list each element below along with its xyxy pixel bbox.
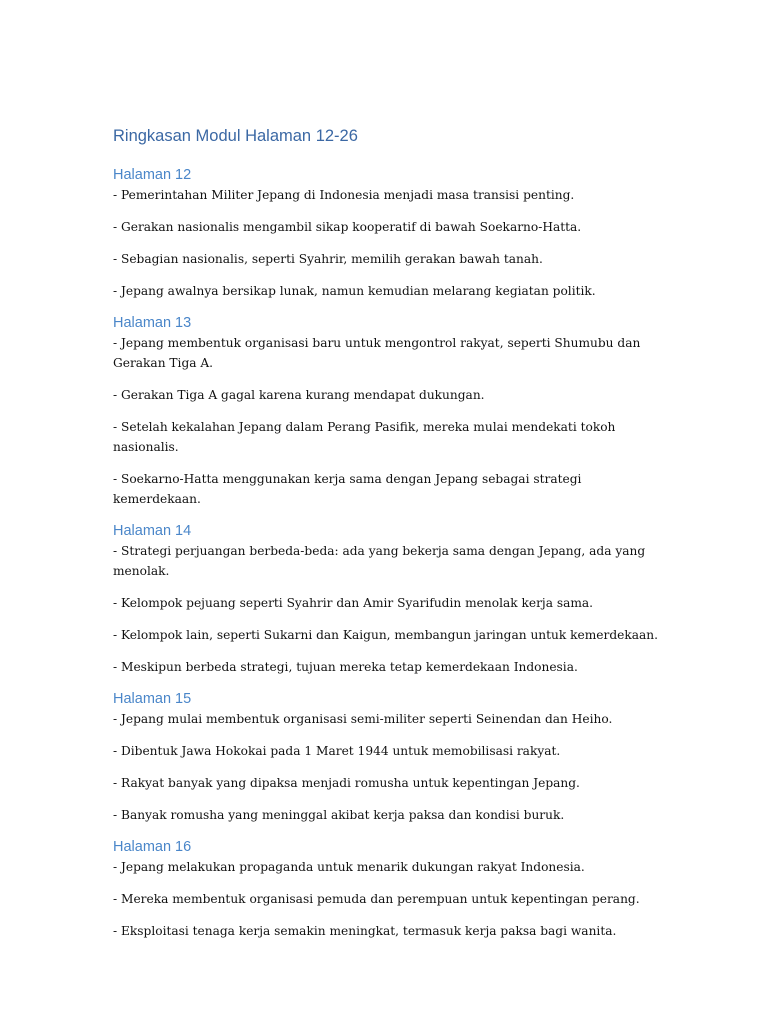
paragraph: - Meskipun berbeda strategi, tujuan mereka tetap kemerdekaan Indonesia. [113,660,578,674]
section-halaman-13 [113,313,673,509]
section-halaman-15 [113,689,673,825]
section-heading: Halaman 13 [113,315,192,331]
paragraph: - Soekarno-Hatta menggunakan kerja sama dengan Jepang sebagai strategi kemerdekaan. [113,472,582,506]
paragraph: - Kelompok lain, seperti Sukarni dan Kaigun, membangun jaringan untuk kemerdekaan. [113,628,658,642]
section-heading: Halaman 16 [113,839,192,855]
paragraph: - Pemerintahan Militer Jepang di Indonesia menjadi masa transisi penting. [113,188,575,202]
paragraph: - Gerakan Tiga A gagal karena kurang mendapat dukungan. [113,388,485,402]
paragraph: - Setelah kekalahan Jepang dalam Perang Pasifik, mereka mulai mendekati tokoh nasionalis. [113,420,616,454]
paragraph: - Jepang melakukan propaganda untuk menarik dukungan rakyat Indonesia. [113,860,585,874]
paragraph: - Mereka membentuk organisasi pemuda dan perempuan untuk kepentingan perang. [113,892,640,906]
document-title: Ringkasan Modul Halaman 12-26 [113,127,358,145]
section-halaman-16 [113,837,673,941]
paragraph: - Jepang membentuk organisasi baru untuk mengontrol rakyat, seperti Shumubu dan Gerakan Tiga A. [113,336,641,370]
section-halaman-14 [113,521,673,677]
paragraph: - Eksploitasi tenaga kerja semakin meningkat, termasuk kerja paksa bagi wanita. [113,924,617,938]
paragraph: - Jepang awalnya bersikap lunak, namun kemudian melarang kegiatan politik. [113,284,596,298]
paragraph: - Rakyat banyak yang dipaksa menjadi romusha untuk kepentingan Jepang. [113,776,580,790]
paragraph: - Gerakan nasionalis mengambil sikap kooperatif di bawah Soekarno-Hatta. [113,220,582,234]
section-halaman-12 [113,165,673,301]
paragraph: - Kelompok pejuang seperti Syahrir dan Amir Syarifudin menolak kerja sama. [113,596,594,610]
paragraph: - Dibentuk Jawa Hokokai pada 1 Maret 1944 untuk memobilisasi rakyat. [113,744,561,758]
paragraph: - Strategi perjuangan berbeda-beda: ada yang bekerja sama dengan Jepang, ada yang menolak. [113,544,646,578]
section-heading: Halaman 15 [113,691,192,707]
paragraph: - Jepang mulai membentuk organisasi semi-militer seperti Seinendan dan Heiho. [113,712,613,726]
paragraph: - Banyak romusha yang meninggal akibat kerja paksa dan kondisi buruk. [113,808,565,822]
section-heading: Halaman 12 [113,167,192,183]
paragraph: - Sebagian nasionalis, seperti Syahrir, memilih gerakan bawah tanah. [113,252,543,266]
document-page [113,124,673,953]
section-heading: Halaman 14 [113,523,192,539]
